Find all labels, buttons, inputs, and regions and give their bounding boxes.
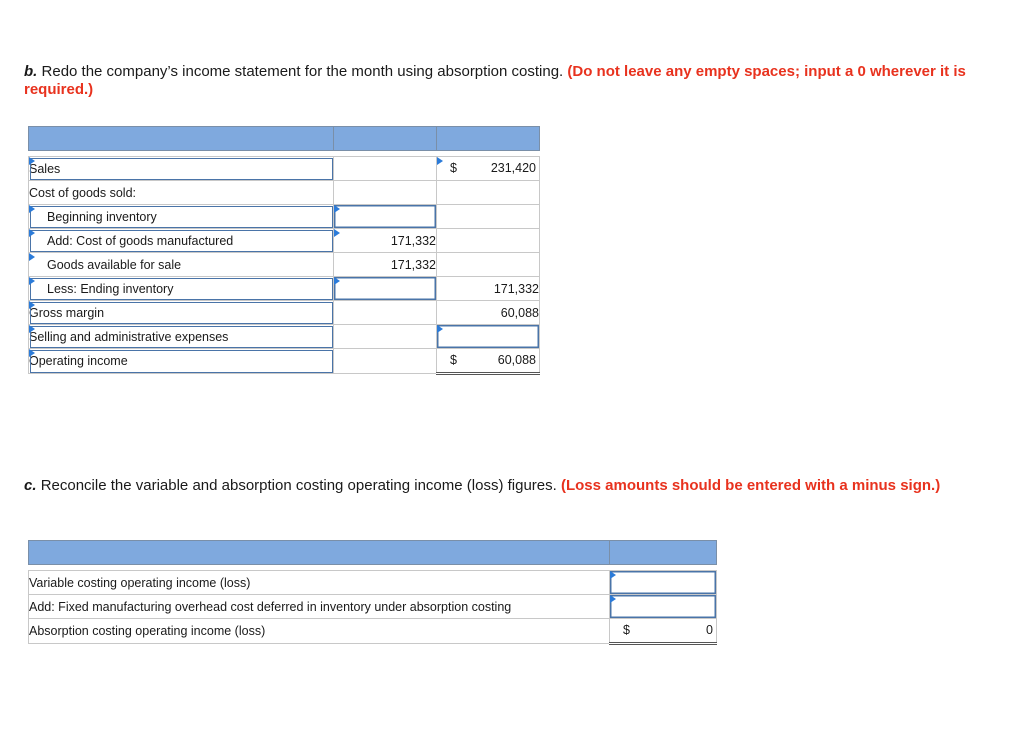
absorption-income-row [29, 619, 717, 644]
sales-col2 [334, 157, 437, 181]
operating-income-label[interactable]: Operating income [29, 349, 334, 374]
operating-income-row [29, 349, 540, 374]
operating-income-amount: 60,088 [497, 353, 536, 367]
ending-inventory-row [29, 277, 540, 301]
absorption-income-amount: 0 [706, 623, 713, 637]
gross-margin-label[interactable]: Gross margin [29, 301, 334, 325]
header-cell [29, 541, 610, 565]
fixed-overhead-input[interactable] [610, 595, 717, 619]
sales-row [29, 157, 540, 181]
fixed-overhead-label: Add: Fixed manufacturing overhead cost deferred in inventory under absorption costing [29, 595, 610, 619]
ending-inventory-label[interactable]: Less: Ending inventory [29, 277, 334, 301]
sales-currency: $ [450, 161, 457, 175]
variable-income-row [29, 571, 717, 595]
selling-admin-row [29, 325, 540, 349]
beginning-inventory-input[interactable] [334, 205, 437, 229]
beginning-inventory-row [29, 205, 540, 229]
part-b-text: Redo the company’s income statement for the month using absorption costing. [41, 63, 564, 80]
cost-goods-manufactured-label[interactable]: Add: Cost of goods manufactured [29, 229, 334, 253]
table-header-row [29, 541, 717, 565]
gross-margin-row [29, 301, 540, 325]
part-b-instructions [24, 63, 984, 99]
header-cell [29, 127, 334, 151]
ending-inventory-input[interactable] [334, 277, 437, 301]
goods-available-value: 171,332 [334, 253, 437, 277]
part-b-letter: b. [24, 63, 38, 80]
header-cell [610, 541, 717, 565]
variable-income-label: Variable costing operating income (loss) [29, 571, 610, 595]
selling-admin-input[interactable] [437, 325, 540, 349]
cogs-header-row [29, 181, 540, 205]
variable-income-input[interactable] [610, 571, 717, 595]
goods-available-label[interactable]: Goods available for sale [29, 253, 334, 277]
fixed-overhead-row [29, 595, 717, 619]
absorption-income-label: Absorption costing operating income (loss) [29, 619, 610, 644]
part-c-instructions [24, 477, 984, 495]
beginning-inventory-label[interactable]: Beginning inventory [29, 205, 334, 229]
income-statement-table [28, 126, 540, 375]
sales-label[interactable]: Sales [29, 157, 334, 181]
cogs-total-value: 171,332 [437, 277, 540, 301]
reconciliation-table [28, 540, 717, 645]
absorption-income-currency: $ [623, 623, 630, 637]
operating-income-currency: $ [450, 353, 457, 367]
part-c-requirement: (Loss amounts should be entered with a minus sign.) [560, 477, 941, 494]
header-cell [334, 127, 437, 151]
cogs-label: Cost of goods sold: [29, 181, 334, 205]
part-b-requirement: (Do not leave any empty spaces; input a 0 wherever it is required.) [24, 63, 966, 98]
cost-goods-manufactured-row [29, 229, 540, 253]
sales-amount: 231,420 [490, 161, 536, 175]
part-c-letter: c. [24, 477, 37, 494]
sales-amount-cell[interactable] [437, 157, 540, 181]
selling-admin-label[interactable]: Selling and administrative expenses [29, 325, 334, 349]
absorption-income-amount-cell [610, 619, 717, 644]
cost-goods-manufactured-value[interactable]: 171,332 [334, 229, 437, 253]
header-cell [437, 127, 540, 151]
operating-income-amount-cell [437, 349, 540, 374]
table-header-row [29, 127, 540, 151]
goods-available-row [29, 253, 540, 277]
part-c-text: Reconcile the variable and absorption costing operating income (loss) figures. [40, 477, 557, 494]
gross-margin-amount: 60,088 [437, 301, 540, 325]
